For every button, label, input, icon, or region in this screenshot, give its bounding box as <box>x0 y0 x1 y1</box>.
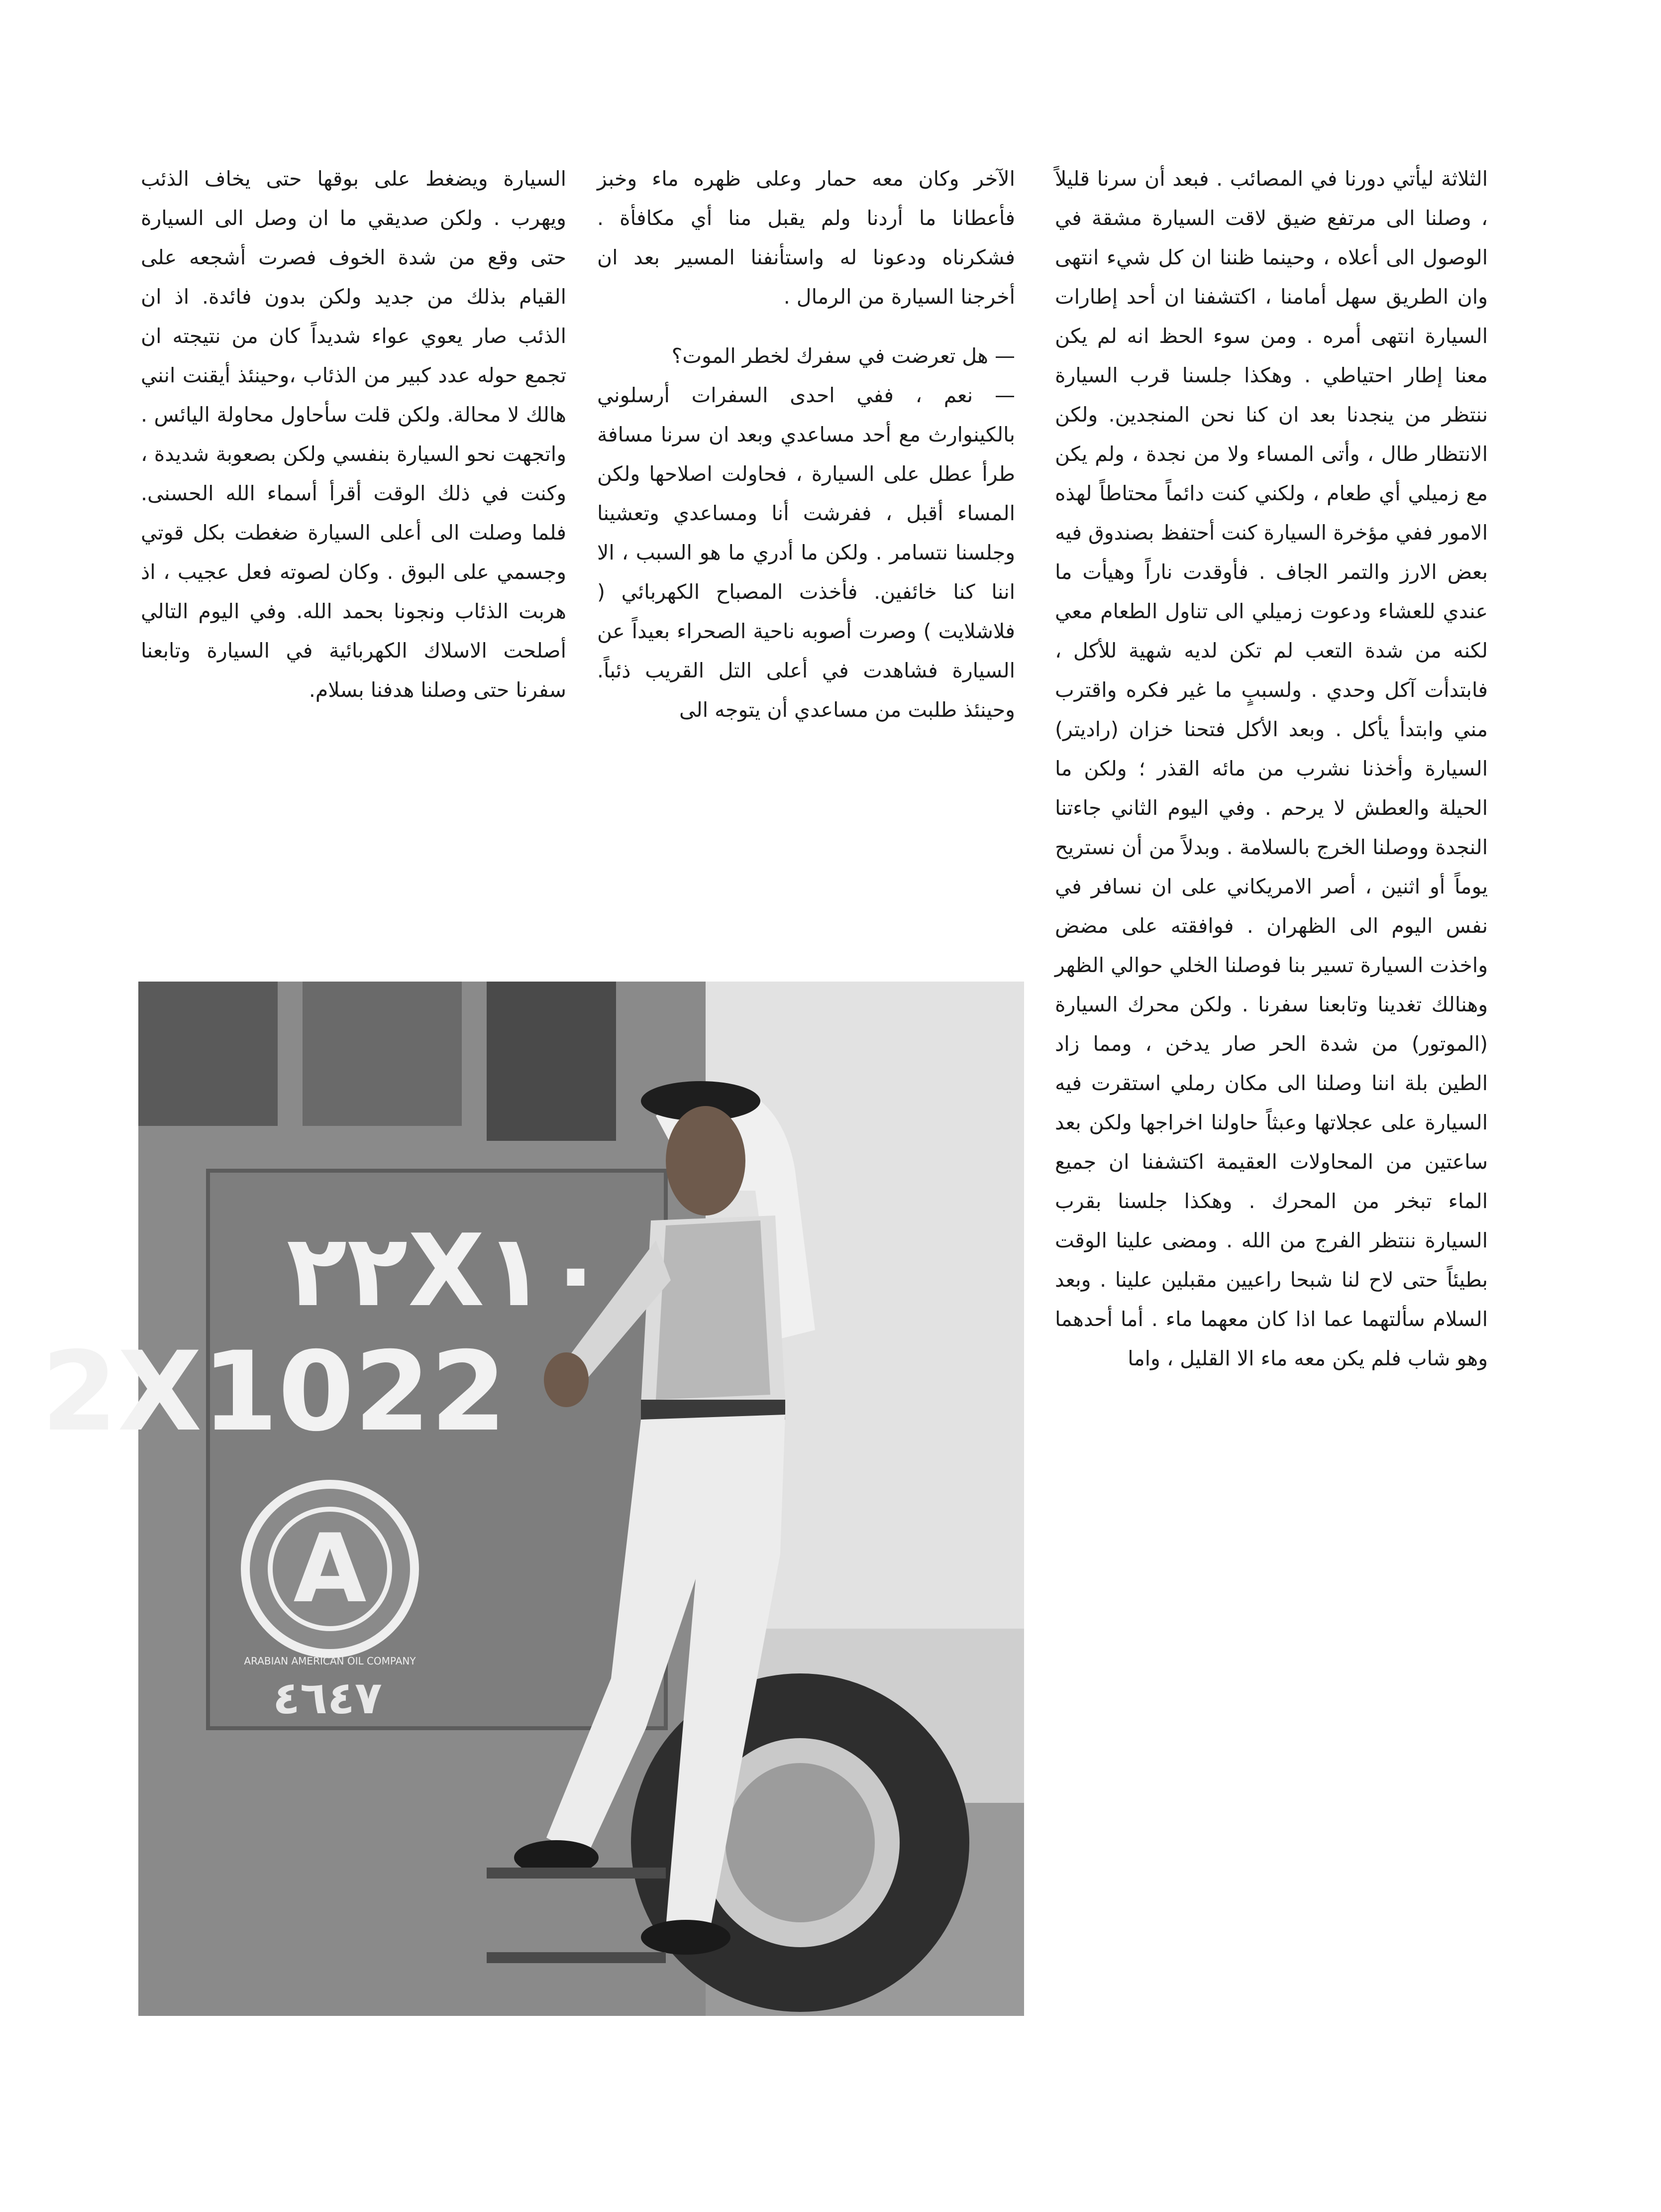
paragraph: الثلاثة ليأتي دورنا في المصائب . فبعد أن سرنا قليلاً ، وصلنا الى مرتفع ضيق لاقت السيارة مشقة في الوصول الى أعلاه ، وحينما ظننا ان كل شيء انتهى وان الطريق سهل أمامنا ، اكتشفنا ان أحد إطارات السيارة انتهى أمره . ومن سوء الحظ انه لم يكن معنا إطار احتياطي . وهكذا جلسنا قرب السيارة ننتظر من ينجدنا بعد ان كنا نحن المنجدين. ولكن الانتظار طال ، وأتى المساء ولا من نجدة ، ولم يكن مع زميلي أي طعام ، ولكني كنت دائماً محتاطاً لهذه الامور ففي مؤخرة السيارة كنت أحتفظ بصندوق فيه بعض الارز والتمر الجاف . فأوقدت ناراً وهيأت ما عندي للعشاء ودعوت زميلي الى تناول الطعام معي لكنه من شدة التعب لم تكن لديه شهية للأكل ، فابتدأت آكل وحدي . ولسببٍ ما غير فكره واقترب مني وابتدأ يأكل . وبعد الأكل فتحنا خزان (راديتر) السيارة وأخذنا نشرب من مائه القذر ؛ ولكن ما الحيلة والعطش لا يرحم . وفي اليوم الثاني جاءتنا النجدة ووصلنا الخرج بالسلامة . وبدلاً من أن نستريح يوماً أو اثنين ، أصر الامريكاني على ان نسافر في نفس اليوم الى الظهران . فوافقته على مضض واخذت السيارة تسير بنا فوصلنا الخلي حوالي الظهر وهنالك تغدينا وتابعنا سفرنا . ولكن محرك السيارة (الموتور) من شدة الحر صار يدخن ، ومما زاد الطين بلة اننا وصلنا الى مكان رملي استقرت فيه السيارة على عجلاتها وعبثاً حاولنا اخراجها ولكن بعد ساعتين من المحاولات العقيمة اكتشفنا ان جميع الماء تبخر من المحرك . وهكذا جلسنا بقرب السيارة ننتظر الفرج من الله . ومضى علينا الوقت بطيئاً حتى لاح لنا شبحا راعيين مقبلين علينا . وبعد السلام سألتهما عما اذا كان معهما ماء . أما أحدهما وهو شاب فلم يكن معه ماء الا القليل ، واما <box>1055 167 1488 1370</box>
interview-answer: — نعم ، ففي احدى السفرات أرسلوني بالكينوارث مع أحد مساعدي وبعد ان سرنا مسافة طرأ عطل على السيارة ، فحاولت اصلاحها ولكن المساء أقبل ، ففرشت أنا ومساعدي وتعشينا وجلسنا نتسامر . ولكن ما أدري ما هو السبب ، الا اننا كنا خائفين. فأخذت المصباح الكهربائي ( فلاشلايت ) وصرت أصوبه ناحية الصحراء بعيداً عن السيارة فشاهدت في أعلى التل القريب ذئباً. وحينئذ طلبت من مساعدي أن يتوجه الى <box>597 383 1015 722</box>
paragraph: الآخر وكان معه حمار وعلى ظهره ماء وخبز فأعطانا ما أردنا ولم يقبل منا أي مكافأة . فشكرناه ودعونا له واستأنفنا المسير بعد ان أخرجنا السيارة من الرمال . <box>597 167 1015 309</box>
paragraph: السيارة ويضغط على بوقها حتى يخاف الذئب ويهرب . ولكن صديقي ما ان وصل الى السيارة حتى وقع من شدة الخوف فصرت أشجعه على القيام بذلك من جديد ولكن بدون فائدة. اذ ان الذئب صار يعوي عواء شديداً كان من نتيجته ان تجمع حوله عدد كبير من الذئاب ،وحينئذ أيقنت انني هالك لا محالة. ولكن قلت سأحاول محاولة اليائس . واتجهت نحو السيارة بنفسي ولكن بصعوبة شديدة ، وكنت في ذلك الوقت أقرأ أسماء الله الحسنى. فلما وصلت الى أعلى السيارة ضغطت بكل قوتي وجسمي على البوق . وكان لصوته فعل عجيب ، اذ هربت الذئاب ونجونا بحمد الله. وفي اليوم التالي أصلحت الاسلاك الكهربائية في السيارة وتابعنا سفرنا حتى وصلنا هدفنا بسلام. <box>141 167 566 702</box>
emblem-ring-text: ARABIAN AMERICAN OIL COMPANY <box>244 1655 416 1667</box>
truck-driver-photo <box>41 982 1024 2016</box>
plate-arabic: ٢٢X١٠ <box>286 1213 606 1329</box>
article-column-left <box>141 159 566 710</box>
photo-illustration <box>41 982 1024 2016</box>
plate-latin: 2X1022 <box>41 1328 507 1455</box>
article-column-middle <box>597 159 1015 730</box>
emblem-letter: A <box>293 1514 367 1624</box>
article-column-right <box>1055 159 1488 1378</box>
door-number: ٤٦٤٧ <box>273 1672 382 1724</box>
interview-question: — هل تعرضت في سفرك لخطر الموت؟ <box>671 344 1015 368</box>
